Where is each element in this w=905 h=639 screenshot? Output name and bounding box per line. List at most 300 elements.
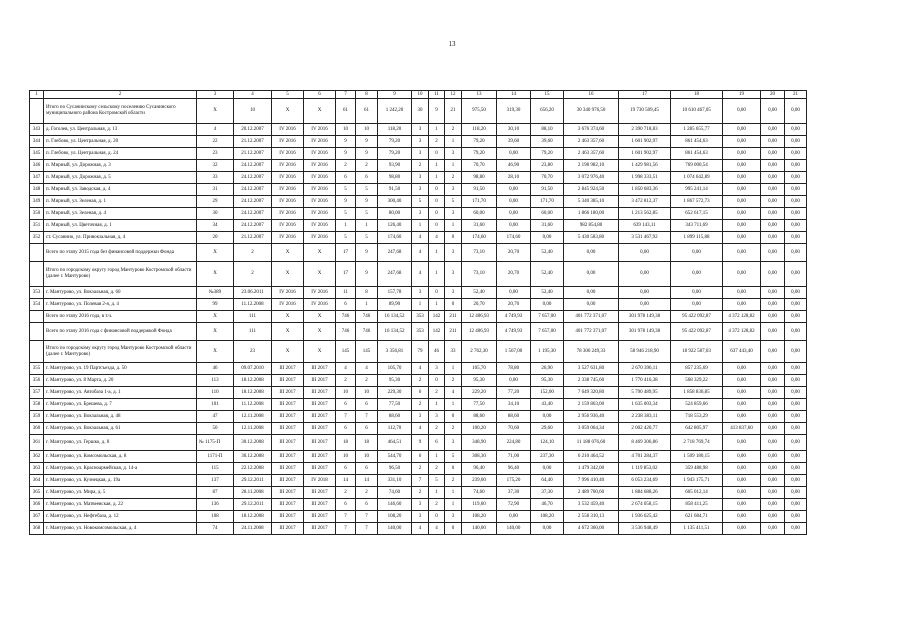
table-cell: 2 <box>429 136 445 148</box>
table-row <box>30 136 807 148</box>
table-cell: 3 <box>412 287 429 299</box>
table-cell: 353 <box>412 311 429 323</box>
table-cell: 34,10 <box>497 399 531 411</box>
table-row <box>30 148 807 160</box>
table-row <box>30 184 807 196</box>
table-cell: 1 884 688,26 <box>619 487 671 499</box>
table-cell: 247,68 <box>378 262 412 287</box>
table-cell: 7 649 320,80 <box>564 387 619 399</box>
table-cell: 0,00 <box>761 184 785 196</box>
table-cell: 39,60 <box>497 136 531 148</box>
table-cell: 1 601 902,97 <box>619 148 671 160</box>
table-cell: 0 <box>429 287 445 299</box>
table-cell: 12.11.2008 <box>234 411 272 423</box>
table-cell: 0,00 <box>497 148 531 160</box>
table-cell: 24.12.2007 <box>234 220 272 232</box>
table-cell: 18 <box>356 435 378 451</box>
table-cell: IV 2016 <box>304 136 336 148</box>
table-cell: 111 <box>234 311 272 323</box>
table-cell: 2 <box>429 463 445 475</box>
data-table <box>29 90 807 535</box>
table-cell: 88,10 <box>531 124 564 136</box>
table-cell: 6 <box>336 463 356 475</box>
table-cell: г. Мантурово, ул. 19 Партсъезда, д. 50 <box>44 363 197 375</box>
table-cell: 37,30 <box>531 487 564 499</box>
table-cell: 0 <box>445 463 462 475</box>
table-cell: 5 790 489,95 <box>619 387 671 399</box>
table-cell: 4 <box>197 124 234 136</box>
table-cell: 861 454,63 <box>671 136 723 148</box>
table-cell: 8 <box>356 287 378 299</box>
table-cell: 6 <box>356 463 378 475</box>
table-cell: 0,00 <box>619 244 671 262</box>
table-cell: 2 762,30 <box>462 341 497 363</box>
table-cell: 1 867 572,73 <box>671 196 723 208</box>
table-cell: 2 238 383,11 <box>619 411 671 423</box>
table-cell: 1 <box>429 399 445 411</box>
table-cell: № 1175-П <box>197 435 234 451</box>
table-cell: 0,00 <box>723 399 761 411</box>
table-cell: 0,00 <box>785 399 807 411</box>
table-cell: 24.12.2007 <box>234 196 272 208</box>
table-cell: 89,90 <box>378 299 412 311</box>
table-cell: 0,00 <box>531 523 564 535</box>
table-cell: 0,00 <box>723 411 761 423</box>
table-cell: 0,00 <box>564 244 619 262</box>
table-cell: 1 567,00 <box>497 341 531 363</box>
table-cell: 0,00 <box>785 232 807 244</box>
table-cell: X <box>197 341 234 363</box>
table-cell: III 2017 <box>272 475 304 487</box>
table-cell: 3 <box>412 411 429 423</box>
table-cell: 0,00 <box>723 232 761 244</box>
table-cell: 72,90 <box>497 499 531 511</box>
table-cell: 0 <box>429 375 445 387</box>
page-number: 13 <box>448 40 456 48</box>
table-cell: 46,90 <box>497 160 531 172</box>
table-cell: 101 <box>197 399 234 411</box>
table-cell: 113 <box>197 375 234 387</box>
table-cell: 360 <box>30 423 44 435</box>
table-row <box>30 160 807 172</box>
table-cell: п. Мирный, ул. Заводская, д. 4 <box>44 184 197 196</box>
table-cell: 353 <box>412 323 429 341</box>
table-cell: 32 <box>197 160 234 172</box>
table-cell: X <box>304 323 336 341</box>
table-cell: г. Мантурово, ул. Мира, д. 5 <box>44 487 197 499</box>
table-cell: 345 <box>30 148 44 160</box>
table-cell <box>30 311 44 323</box>
table-cell: Итого по городскому округу город Мантурово Костромской области (далее г. Мантурово) <box>44 262 197 287</box>
table-cell: X <box>272 262 304 287</box>
table-cell: 2 <box>429 499 445 511</box>
column-header: 2 <box>44 91 197 99</box>
table-cell: 171,70 <box>531 196 564 208</box>
table-cell: 0,00 <box>785 311 807 323</box>
table-row <box>30 341 807 363</box>
table-cell: 0,00 <box>723 287 761 299</box>
table-cell: 10 <box>336 451 356 463</box>
table-cell: 18 <box>336 435 356 451</box>
table-cell: X <box>197 99 234 124</box>
table-cell: X <box>304 341 336 363</box>
table-cell: 6 <box>356 399 378 411</box>
table-cell: 1 770 416,38 <box>619 375 671 387</box>
column-header: 3 <box>197 91 234 99</box>
table-cell: 652 617,15 <box>671 208 723 220</box>
table-cell: 50 <box>197 423 234 435</box>
table-cell: 1 998 333,51 <box>619 172 671 184</box>
table-cell: 0,00 <box>619 287 671 299</box>
table-cell: 29.12.2011 <box>234 475 272 487</box>
table-cell: 95,30 <box>531 375 564 387</box>
table-cell: III 2017 <box>272 375 304 387</box>
table-cell: 3 <box>445 511 462 523</box>
table-cell: 108,20 <box>462 511 497 523</box>
table-cell <box>30 341 44 363</box>
table-cell: 0 <box>429 148 445 160</box>
table-cell: г. Мантурово, ул. 8 Марта, д. 20 <box>44 375 197 387</box>
table-cell: 0 <box>429 196 445 208</box>
table-cell: IV 2016 <box>272 148 304 160</box>
table-cell: X <box>272 311 304 323</box>
table-cell: 174,60 <box>497 232 531 244</box>
table-cell: IV 2016 <box>272 160 304 172</box>
table-cell: 1 <box>445 220 462 232</box>
table-cell: 100,20 <box>462 423 497 435</box>
table-cell: 14 <box>336 475 356 487</box>
table-cell: 857 235,69 <box>671 363 723 375</box>
table-cell: 118,20 <box>462 124 497 136</box>
table-cell: 3 <box>412 148 429 160</box>
table-cell: 3 531 467,92 <box>619 232 671 244</box>
table-cell: III 2017 <box>304 375 336 387</box>
table-cell: X <box>272 323 304 341</box>
table-cell: 0,00 <box>785 208 807 220</box>
table-cell: 0,00 <box>785 172 807 184</box>
table-cell: III 2017 <box>304 451 336 463</box>
table-cell: 368 <box>30 523 44 535</box>
table-cell: 157,78 <box>378 287 412 299</box>
table-cell: 0,00 <box>531 411 564 423</box>
table-cell: 5 <box>336 184 356 196</box>
table-cell: 0,00 <box>723 299 761 311</box>
table-cell: 0,00 <box>761 451 785 463</box>
table-cell: IV 2016 <box>304 208 336 220</box>
table-cell: X <box>304 262 336 287</box>
table-cell: 4 <box>429 232 445 244</box>
table-cell: 0 <box>429 220 445 232</box>
table-cell: 17 <box>336 262 356 287</box>
table-cell: 4 372 128,82 <box>723 311 761 323</box>
table-cell: 358 <box>30 399 44 411</box>
table-cell: 71,00 <box>497 451 531 463</box>
table-cell: 746 <box>356 323 378 341</box>
table-cell: п. Мирный, ул. Дорожная, д. 3 <box>44 160 197 172</box>
table-cell: 0,00 <box>723 511 761 523</box>
table-cell: 544,70 <box>378 451 412 463</box>
table-cell: 0,00 <box>785 423 807 435</box>
table-cell: 0,00 <box>785 323 807 341</box>
table-cell: 1 <box>429 172 445 184</box>
table-cell: 10 <box>356 124 378 136</box>
column-header: 16 <box>564 91 619 99</box>
table-cell: 4 <box>412 423 429 435</box>
table-cell: 43,40 <box>531 399 564 411</box>
table-cell: 344 <box>30 136 44 148</box>
table-cell: 21.12.2007 <box>234 136 272 148</box>
table-cell: 211 <box>445 323 462 341</box>
table-cell: 637 443,40 <box>723 341 761 363</box>
table-cell: 2 <box>412 399 429 411</box>
table-cell: 0,00 <box>671 262 723 287</box>
table-cell: 9 <box>356 196 378 208</box>
table-cell: X <box>272 99 304 124</box>
table-cell: 0,00 <box>723 363 761 375</box>
table-cell: 39,60 <box>531 136 564 148</box>
table-cell: 64,40 <box>531 475 564 487</box>
table-cell: 12 406,93 <box>462 311 497 323</box>
table-cell: 2 <box>445 475 462 487</box>
table-cell: 1 <box>356 299 378 311</box>
table-cell: г. Мантурово, ул. Гершко, д. 8 <box>44 435 197 451</box>
table-cell: IV 2016 <box>304 287 336 299</box>
table-cell: 12.11.2008 <box>234 423 272 435</box>
table-cell: 0,00 <box>497 196 531 208</box>
table-cell: 3 <box>412 184 429 196</box>
table-cell: III 2017 <box>304 523 336 535</box>
table-cell: 2 390 718,83 <box>619 124 671 136</box>
table-cell: 146,60 <box>378 499 412 511</box>
table-cell: 2 198 982,10 <box>564 160 619 172</box>
table-cell: 3 <box>445 148 462 160</box>
table-cell: 37,30 <box>497 487 531 499</box>
table-cell: 24.12.2007 <box>234 160 272 172</box>
table-cell: IV 2016 <box>304 220 336 232</box>
table-cell: IV 2016 <box>272 124 304 136</box>
table-cell: 95,30 <box>462 375 497 387</box>
table-cell: г. Мантурово, ул. Матвеевская, д. 22 <box>44 499 197 511</box>
table-cell: 1 <box>445 160 462 172</box>
table-cell: 6 <box>336 499 356 511</box>
table-cell: 7 <box>356 411 378 423</box>
table-cell: 0 <box>445 411 462 423</box>
table-cell: 2 <box>356 487 378 499</box>
table-cell: 3 <box>429 411 445 423</box>
column-header: 11 <box>429 91 445 99</box>
table-cell: 9 <box>336 148 356 160</box>
table-cell: 0,00 <box>531 299 564 311</box>
table-cell: 1 429 981,56 <box>619 160 671 172</box>
table-cell: 2 <box>356 375 378 387</box>
table-cell: 3 <box>412 511 429 523</box>
table-cell: г. Мантурово, ул. Красноармейская, д. 14-а <box>44 463 197 475</box>
table-cell: 0,00 <box>785 136 807 148</box>
table-cell: 0,00 <box>761 160 785 172</box>
table-cell: 73,10 <box>462 244 497 262</box>
table-cell: III 2017 <box>272 463 304 475</box>
table-cell: 1 <box>429 244 445 262</box>
table-cell: 746 <box>356 311 378 323</box>
table-cell: 5 <box>356 208 378 220</box>
table-cell: 93,90 <box>378 160 412 172</box>
table-cell: 174,60 <box>378 232 412 244</box>
table-cell: 0,00 <box>723 196 761 208</box>
table-cell: 2 <box>412 463 429 475</box>
table-cell: X <box>197 244 234 262</box>
column-header-row <box>30 91 807 99</box>
table-cell: 0,00 <box>671 244 723 262</box>
table-cell: 23 <box>197 148 234 160</box>
table-cell: 0,00 <box>785 287 807 299</box>
table-cell: III 2017 <box>272 399 304 411</box>
table-cell: 239,60 <box>462 475 497 487</box>
table-cell: 0,00 <box>761 124 785 136</box>
table-cell: 366 <box>30 499 44 511</box>
table-cell: X <box>304 244 336 262</box>
table-cell: 1 <box>445 136 462 148</box>
table-cell: 367 <box>30 511 44 523</box>
table-cell: 95,30 <box>378 375 412 387</box>
table-cell: III 2017 <box>272 423 304 435</box>
table-cell: 1 <box>336 220 356 232</box>
table-row <box>30 287 807 299</box>
table-cell: 0,00 <box>761 511 785 523</box>
table-cell: 79 <box>412 341 429 363</box>
table-cell: 6 <box>429 435 445 451</box>
table-cell: 0,00 <box>761 244 785 262</box>
table-cell: 126,40 <box>378 220 412 232</box>
table-cell: X <box>197 262 234 287</box>
table-cell: IV 2016 <box>272 136 304 148</box>
table-row <box>30 244 807 262</box>
table-row <box>30 463 807 475</box>
table-cell: 1 <box>412 220 429 232</box>
table-row <box>30 511 807 523</box>
table-cell: 858 411,25 <box>671 499 723 511</box>
table-row <box>30 423 807 435</box>
table-cell: 60,00 <box>462 208 497 220</box>
table-cell: X <box>272 341 304 363</box>
table-cell: 26,90 <box>531 363 564 375</box>
table-cell: 33 <box>197 172 234 184</box>
table-cell: 7 <box>336 523 356 535</box>
table-cell: 0,00 <box>564 262 619 287</box>
table-cell: 77,20 <box>497 387 531 399</box>
column-header: 14 <box>497 91 531 99</box>
table-cell: 30 <box>412 99 429 124</box>
table-cell: Итого по городскому округу город Мантурово Костромской области (далее г. Мантурово) <box>44 341 197 363</box>
table-cell: IV 2016 <box>304 299 336 311</box>
table-cell: III 2017 <box>272 435 304 451</box>
table-cell: 1 850 683,36 <box>619 184 671 196</box>
column-header: 15 <box>531 91 564 99</box>
table-cell: 105,70 <box>462 363 497 375</box>
table-row <box>30 124 807 136</box>
table-cell: 95 422 092,87 <box>671 323 723 341</box>
table-cell: III 2017 <box>304 435 336 451</box>
table-cell: 464,51 <box>378 435 412 451</box>
table-cell: 140,00 <box>378 523 412 535</box>
table-cell: 1 <box>429 487 445 499</box>
table-cell: 91,50 <box>462 184 497 196</box>
table-cell: 20,70 <box>462 299 497 311</box>
table-cell: 0,00 <box>723 184 761 196</box>
table-cell: 0,00 <box>761 435 785 451</box>
table-cell: 568 329,22 <box>671 375 723 387</box>
table-cell: 0,00 <box>785 375 807 387</box>
table-cell: 0,00 <box>723 451 761 463</box>
table-cell: 0 <box>429 511 445 523</box>
table-cell: 6 <box>412 451 429 463</box>
table-cell: 0 <box>445 523 462 535</box>
table-cell: 2 <box>412 487 429 499</box>
table-cell: 0,00 <box>761 399 785 411</box>
table-cell: №389 <box>197 287 234 299</box>
table-cell: 0,00 <box>761 136 785 148</box>
table-row <box>30 523 807 535</box>
table-cell: 79,20 <box>378 148 412 160</box>
table-cell: 0 <box>445 232 462 244</box>
table-cell: 4 <box>356 363 378 375</box>
table-cell: 4 672 360,00 <box>564 523 619 535</box>
table-cell: 3 <box>412 172 429 184</box>
table-cell: 0,00 <box>761 262 785 287</box>
table-cell: 52,40 <box>531 244 564 262</box>
table-cell: 28.11.2008 <box>234 487 272 499</box>
table-cell: 349 <box>30 196 44 208</box>
table-cell: 3 <box>412 499 429 511</box>
table-row <box>30 323 807 341</box>
table-cell: 0,00 <box>785 196 807 208</box>
column-header: 8 <box>356 91 378 99</box>
table-cell: Итого по Сусанинскому сельскому поселению Сусанинского муниципального района Костромской области <box>44 99 197 124</box>
table-cell: 119,60 <box>462 499 497 511</box>
table-cell: 24.11.2008 <box>234 523 272 535</box>
table-cell: 2 <box>445 172 462 184</box>
table-row <box>30 387 807 399</box>
table-row <box>30 475 807 487</box>
table-cell: 3 532 459,40 <box>564 499 619 511</box>
table-cell: 18.12.2008 <box>234 375 272 387</box>
table-cell: X <box>304 311 336 323</box>
table-cell: 2 002 420,77 <box>619 423 671 435</box>
table-cell: 79,20 <box>378 136 412 148</box>
table-cell: 9 <box>336 196 356 208</box>
table-cell: 6 <box>412 387 429 399</box>
table-cell: п. Мирный, ул. Зеленая, д. 1 <box>44 196 197 208</box>
table-cell: 0,00 <box>723 375 761 387</box>
table-cell: 5 <box>356 184 378 196</box>
table-cell: 5 <box>336 208 356 220</box>
table-row <box>30 232 807 244</box>
table-cell: 0,00 <box>723 244 761 262</box>
table-cell: 656,20 <box>531 99 564 124</box>
table-cell: 23,80 <box>531 160 564 172</box>
table-cell: 0,00 <box>785 511 807 523</box>
table-cell: 401 772 371,07 <box>564 323 619 341</box>
table-cell: 5 <box>336 232 356 244</box>
table-cell: 10 <box>356 451 378 463</box>
table-cell <box>30 99 44 124</box>
table-cell: 21.12.2007 <box>234 148 272 160</box>
table-cell: 99 <box>197 299 234 311</box>
table-cell: 74,60 <box>462 487 497 499</box>
table-cell: 357 <box>30 387 44 399</box>
table-cell: 6 <box>336 299 356 311</box>
table-cell: Всего по этапу 2016 года, в т.ч. <box>44 311 197 323</box>
table-cell: 2 <box>336 487 356 499</box>
